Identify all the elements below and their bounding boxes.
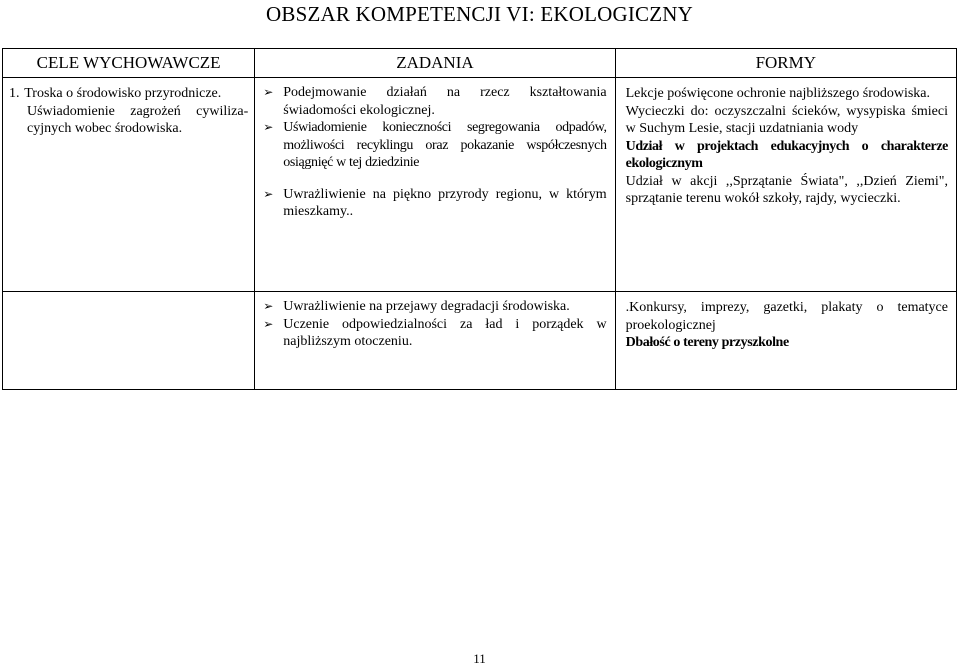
arrow-bullet-icon: ➢ [263,186,274,201]
goal-line-2: Uświadomienie zagrożeń cywiliza-cyjnych wobec środowiska. [27,103,249,136]
goal-line-1: Troska o środowisko przyrodnicze. [24,86,222,101]
list-item: ➢ Uwrażliwienie na przejawy degradacji środowiska. [263,299,570,314]
form-item-bold: Dbałość o tereny przyszkolne [625,335,789,350]
header-goals: CELE WYCHOWAWCZE [3,49,255,78]
arrow-bullet-icon: ➢ [263,316,274,331]
list-item: ➢ Uczenie odpowiedzialności za ład i porządek w najbliższym otoczeniu. [263,316,607,349]
form-item: Wycieczki do: oczyszczalni ścieków, wysypiska śmieci w Suchym Lesie, stacji uzdatniania wody [625,103,948,136]
header-forms: FORMY [615,49,956,78]
table-header-row [3,49,957,78]
arrow-bullet-icon: ➢ [263,85,274,99]
form-item: Udział w akcji ,,Sprzątanie Świata", ,,Dzień Ziemi", sprzątanie terenu wokół szkoły, rajdy, wycieczki. [625,173,948,206]
forms-cell [615,78,956,292]
form-item: Lekcje poświęcone ochronie najbliższego środowiska. [625,86,931,101]
list-item: ➢ Uświadomienie konieczności segregowania odpadów, możliwości recyklingu oraz pokazanie współczesnych osiągnięć w tej dziedzinie [263,120,607,170]
page-title: OBSZAR KOMPETENCJI VI: EKOLOGICZNY [266,2,693,26]
page-number: 11 [473,651,486,666]
forms-cell [615,292,956,390]
arrow-bullet-icon: ➢ [263,299,274,313]
tasks-cell [255,78,615,292]
goal-number: 1. [9,86,20,101]
goal-cell [3,78,255,292]
form-item: .Konkursy, imprezy, gazetki, plakaty o tematyce proekologicznej [625,300,948,333]
table-row [3,78,957,292]
list-item: ➢ Uwrażliwienie na piękno przyrody regionu, w którym mieszkamy.. [263,186,607,219]
tasks-cell [255,292,615,390]
arrow-bullet-icon: ➢ [263,120,273,134]
table-row [3,292,957,390]
goal-cell-empty [3,292,255,390]
header-tasks: ZADANIA [255,49,615,78]
form-item-bold: Udział w projektach edukacyjnych o charakterze ekologicznym [625,138,948,171]
competence-table [2,48,957,390]
list-item: ➢ Podejmowanie działań na rzecz kształtowania świadomości ekologicznej. [263,85,607,118]
